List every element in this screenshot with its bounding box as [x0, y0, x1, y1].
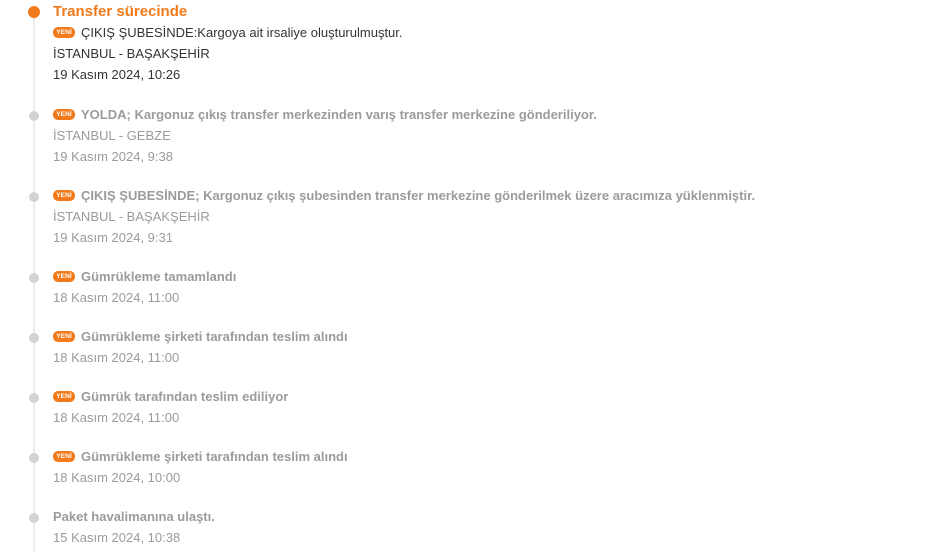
event-message-line — [53, 446, 348, 467]
timeline-event-content — [53, 446, 348, 488]
timeline-event-content — [53, 266, 236, 308]
timeline-dot — [29, 393, 39, 403]
event-message: Paket havalimanına ulaştı. — [53, 509, 215, 524]
event-time: 18 Kasım 2024, 10:00 — [53, 470, 181, 485]
event-message-line — [53, 266, 236, 287]
new-badge: YENİ — [53, 391, 75, 402]
event-location: İSTANBUL - GEBZE — [53, 128, 171, 143]
new-badge: YENİ — [53, 271, 75, 282]
status-title: Transfer sürecinde — [53, 2, 188, 20]
event-message: Gümrük tarafından teslim ediliyor — [81, 389, 289, 404]
event-message: Gümrükleme şirketi tarafından teslim alındı — [81, 449, 348, 464]
timeline-rail — [33, 14, 35, 552]
event-message-line — [53, 386, 288, 407]
timeline-event-content — [53, 506, 215, 548]
timeline-dot — [29, 513, 39, 523]
event-message: ÇIKIŞ ŞUBESİNDE; Kargonuz çıkış şubesinden transfer merkezine gönderilmek üzere aracımıza yüklenmiştir. — [81, 188, 756, 203]
event-message-line — [53, 326, 348, 347]
new-badge: YENİ — [53, 109, 75, 120]
new-badge: YENİ — [53, 451, 75, 462]
timeline-dot — [29, 192, 39, 202]
event-location: İSTANBUL - BAŞAKŞEHİR — [53, 209, 210, 224]
event-message-line — [53, 22, 403, 43]
new-badge: YENİ — [53, 190, 75, 201]
new-badge: YENİ — [53, 331, 75, 342]
new-badge: YENİ — [53, 27, 75, 38]
event-time: 15 Kasım 2024, 10:38 — [53, 530, 181, 545]
event-message-line — [53, 185, 755, 206]
event-message: YOLDA; Kargonuz çıkış transfer merkezinden varış transfer merkezine gönderiliyor. — [81, 107, 597, 122]
event-time: 19 Kasım 2024, 9:38 — [53, 149, 173, 164]
timeline-event-content — [53, 104, 597, 167]
event-time: 18 Kasım 2024, 11:00 — [53, 410, 180, 425]
timeline-event-content — [53, 326, 348, 368]
event-location: İSTANBUL - BAŞAKŞEHİR — [53, 46, 210, 61]
timeline-dot — [29, 111, 39, 121]
event-message: Gümrükleme tamamlandı — [81, 269, 237, 284]
event-message-line — [53, 104, 597, 125]
event-message: ÇIKIŞ ŞUBESİNDE:Kargoya ait irsaliye oluşturulmuştur. — [81, 25, 403, 40]
timeline-event-content — [53, 0, 403, 85]
timeline-event-content — [53, 386, 288, 428]
event-time: 18 Kasım 2024, 11:00 — [53, 290, 180, 305]
event-message-line — [53, 506, 215, 527]
timeline-event-content — [53, 185, 755, 248]
timeline-dot — [29, 333, 39, 343]
timeline-dot-active — [28, 6, 40, 18]
event-time: 19 Kasım 2024, 9:31 — [53, 230, 173, 245]
timeline-dot — [29, 453, 39, 463]
timeline-dot — [29, 273, 39, 283]
event-message: Gümrükleme şirketi tarafından teslim alındı — [81, 329, 348, 344]
event-time: 19 Kasım 2024, 10:26 — [53, 67, 181, 82]
event-time: 18 Kasım 2024, 11:00 — [53, 350, 180, 365]
